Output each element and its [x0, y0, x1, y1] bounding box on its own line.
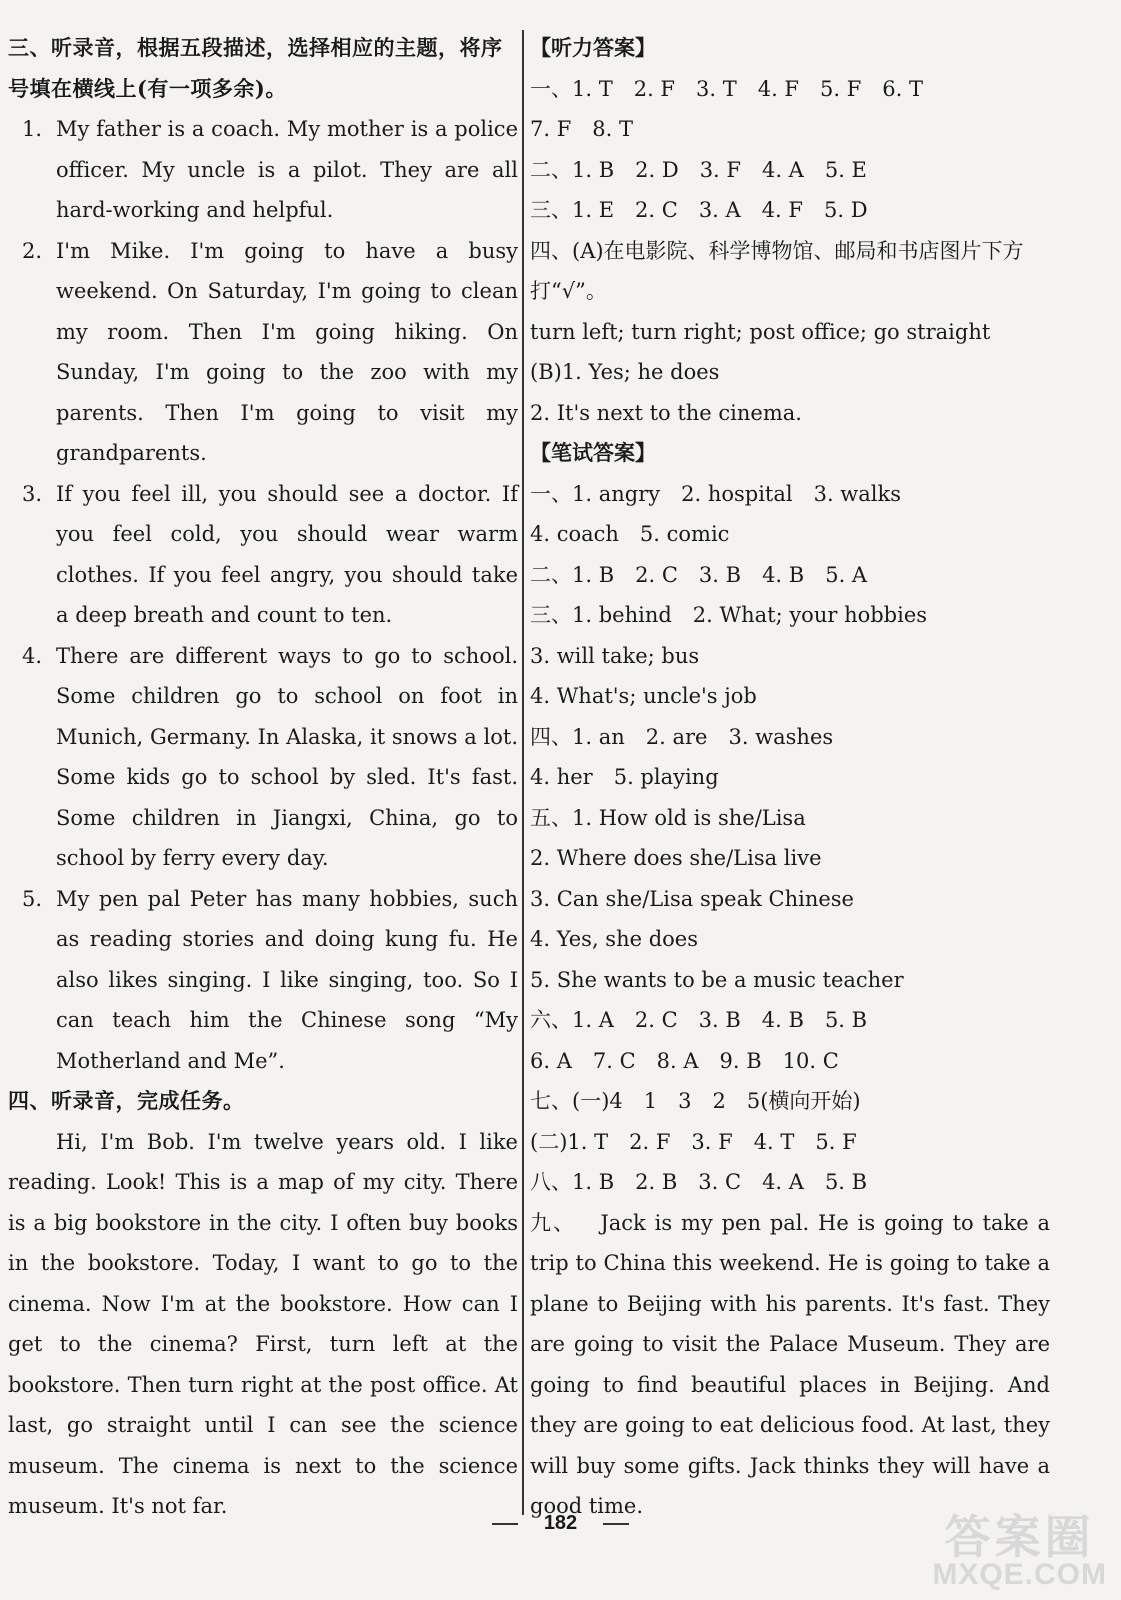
answer-line: turn left; turn right; post office; go straight	[530, 319, 991, 344]
answer-line: 四、(A)在电影院、科学博物馆、邮局和书店图片下方打“√”。	[530, 238, 1024, 303]
answer-line: 三、1. E 2. C 3. A 4. F 5. D	[530, 198, 868, 222]
answer-line: 5. She wants to be a music teacher	[530, 967, 904, 992]
watermark-logo-text: 答案圈	[944, 1511, 1095, 1563]
answer-line: 4. What's; uncle's job	[530, 684, 757, 708]
site-watermark	[932, 1511, 1107, 1591]
answer-line: 3. Can she/Lisa speak Chinese	[530, 886, 854, 911]
right-column	[530, 28, 1050, 1527]
answer-line: 4. Yes, she does	[530, 927, 698, 951]
section-4-heading: 四、听录音，完成任务。	[8, 1088, 245, 1113]
answer-line: 3. will take; bus	[530, 643, 700, 668]
answer-line: 三、1. behind 2. What; your hobbies	[530, 603, 928, 627]
section-9	[530, 1203, 1050, 1527]
section-3-heading: 三、听录音，根据五段描述，选择相应的主题，将序号填在横线上(有一项多余)。	[8, 35, 503, 101]
section-9-label: 九、	[530, 1210, 577, 1235]
list-item	[8, 474, 518, 636]
item-text: My pen pal Peter has many hobbies, such as reading stories and doing kung fu. He also likes singing. I like singing, too. So I can teach him the Chinese song “My Motherland and Me”.	[56, 886, 518, 1073]
list-item	[8, 109, 518, 231]
item-number: 4.	[22, 643, 43, 668]
answer-line: 一、1. angry 2. hospital 3. walks	[530, 481, 902, 506]
item-text: I'm Mike. I'm going to have a busy weekend. On Saturday, I'm going to clean my room. Then I'm going hiking. On Sunday, I'm going to the zoo with my parents. Then I'm going to visit my grandparents.	[56, 238, 518, 465]
answer-line: (B)1. Yes; he does	[530, 360, 720, 384]
answer-line: 一、1. T 2. F 3. T 4. F 5. F 6. T	[530, 76, 924, 101]
answer-line: 6. A 7. C 8. A 9. B 10. C	[530, 1048, 839, 1073]
item-number: 5.	[22, 886, 43, 911]
answer-line: 2. Where does she/Lisa live	[530, 846, 822, 870]
item-number: 3.	[22, 481, 43, 506]
item-number: 1.	[22, 117, 43, 141]
item-number: 2.	[22, 238, 43, 263]
answer-line: 六、1. A 2. C 3. B 4. B 5. B	[530, 1008, 868, 1032]
item-text: My father is a coach. My mother is a police officer. My uncle is a pilot. They are all hard-working and helpful.	[56, 117, 518, 222]
answer-line: 2. It's next to the cinema.	[530, 400, 802, 425]
footer-dash-left	[492, 1523, 518, 1525]
footer-dash-right	[603, 1523, 629, 1525]
item-text: If you feel ill, you should see a doctor. If you feel cold, you should wear warm clothes. If you feel angry, you should take a deep breath and count to ten.	[56, 481, 518, 627]
written-answers-title: 【笔试答案】	[530, 440, 656, 465]
listening-answers-title: 【听力答案】	[530, 35, 656, 60]
answer-line: 五、1. How old is she/Lisa	[530, 805, 806, 830]
item-text: There are different ways to go to school. Some children go to school on foot in Munich, Germany. In Alaska, it snows a lot. Some kids go to school by sled. It's fast. Some children in Jiangxi, China, go to school by ferry every day.	[56, 643, 518, 870]
page-number: 182	[543, 1512, 578, 1534]
answer-line: 4. coach 5. comic	[530, 522, 730, 546]
answer-line: 二、1. B 2. C 3. B 4. B 5. A	[530, 562, 868, 587]
answer-line: 7. F 8. T	[530, 117, 634, 141]
answer-line: 八、1. B 2. B 3. C 4. A 5. B	[530, 1170, 868, 1194]
answer-line: 四、1. an 2. are 3. washes	[530, 724, 834, 749]
section-4-passage: Hi, I'm Bob. I'm twelve years old. I like reading. Look! This is a map of my city. There is a big bookstore in the city. I often buy books in the bookstore. Today, I want to go to the cinema. Now I'm at the bookstore. How can I get to the cinema? First, turn left at the bookstore. Then turn right at the post office. At last, go straight until I can see the science museum. The cinema is next to the science museum. It's not far.	[8, 1129, 518, 1518]
list-item	[8, 879, 518, 1082]
section-9-passage: Jack is my pen pal. He is going to take a trip to China this weekend. He is going to take a plane to Beijing with his parents. It's fast. They are going to visit the Palace Museum. They are going to find beautiful places in Beijing. And they are going to eat delicious food. At last, they will buy some gifts. Jack thinks they will have a good time.	[530, 1210, 1051, 1518]
list-item	[8, 636, 518, 879]
answer-line: 七、(一)4 1 3 2 5(横向开始)	[530, 1089, 861, 1113]
left-column	[8, 28, 518, 1527]
answer-line: 二、1. B 2. D 3. F 4. A 5. E	[530, 157, 867, 182]
watermark-url: MXQE.COM	[932, 1558, 1107, 1591]
column-divider	[522, 30, 524, 1515]
list-item	[8, 231, 518, 474]
answer-line: 4. her 5. playing	[530, 765, 719, 789]
section-3-items	[8, 109, 518, 1081]
answer-line: (二)1. T 2. F 3. F 4. T 5. F	[530, 1129, 857, 1154]
